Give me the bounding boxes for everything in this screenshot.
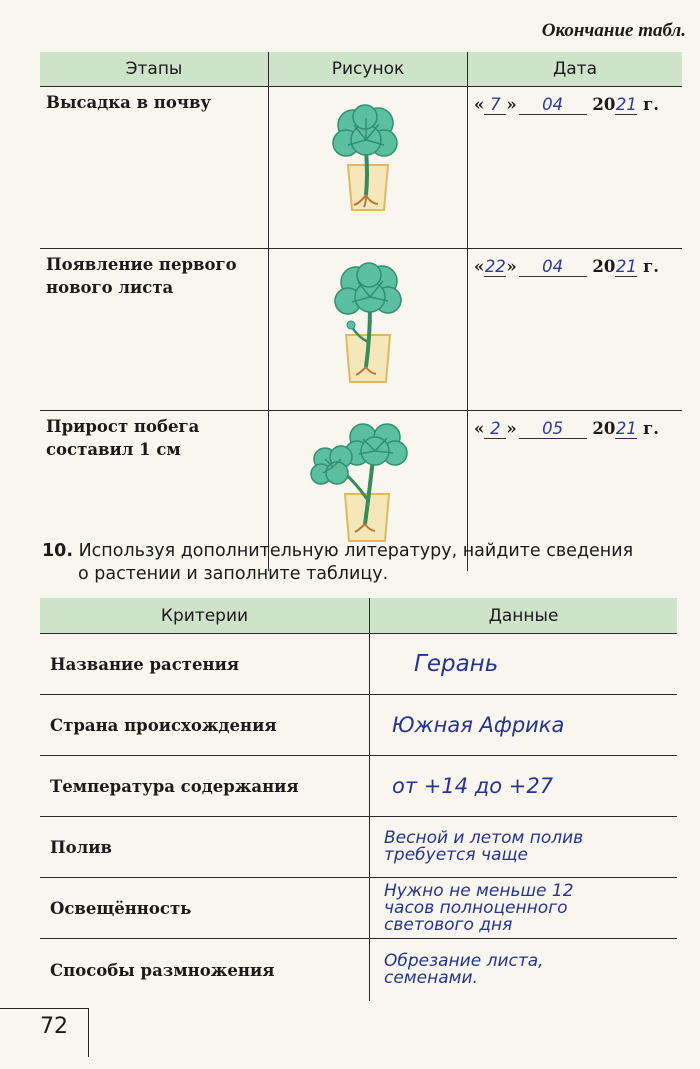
year-unit: г. xyxy=(643,95,659,114)
criterion-cell: Освещённость xyxy=(40,878,370,939)
header-criteria: Критерии xyxy=(40,598,370,634)
header-date: Дата xyxy=(468,52,683,87)
stage-text: Появление первого нового листа xyxy=(46,255,237,297)
table-header-row xyxy=(40,598,677,634)
drawing-cell xyxy=(269,249,468,411)
stage-text: Прирост побега составил 1 см xyxy=(46,417,200,459)
date-month: 05 xyxy=(519,420,587,439)
task-text-line2: о растении и заполните таблицу. xyxy=(78,564,389,584)
plant-drawing-3 xyxy=(303,419,433,549)
value-line: Обрезание листа, xyxy=(384,951,544,971)
criterion-cell: Способы размножения xyxy=(40,939,370,1002)
value-line: часов полноценного xyxy=(384,897,568,918)
table-row xyxy=(40,939,677,1002)
value-line: Южная Африка xyxy=(392,712,565,737)
date-year: 21 xyxy=(615,419,637,438)
table-header-row xyxy=(40,52,682,87)
value-cell xyxy=(370,878,678,939)
drawing-cell xyxy=(269,87,468,249)
task-text-line1: Используя дополнительную литературу, найдите сведения xyxy=(78,541,634,561)
table-row xyxy=(40,695,677,756)
date-year: 21 xyxy=(615,257,637,276)
value-cell xyxy=(370,756,678,817)
value-line: Герань xyxy=(414,650,499,677)
criterion-cell: Страна происхождения xyxy=(40,695,370,756)
table-row xyxy=(40,87,682,249)
value-line: Нужно не меньше 12 xyxy=(384,880,574,901)
header-drawing: Рисунок xyxy=(269,52,468,87)
date-day: 7 xyxy=(484,96,506,115)
date-month: 04 xyxy=(519,96,587,115)
criterion-cell: Полив xyxy=(40,817,370,878)
value-cell xyxy=(370,634,678,695)
task-10 xyxy=(42,540,678,586)
stage-cell xyxy=(40,249,269,411)
value-line: от +14 до +27 xyxy=(392,773,554,798)
stage-cell xyxy=(40,87,269,249)
table-row xyxy=(40,756,677,817)
year-unit: г. xyxy=(643,419,659,438)
table-row xyxy=(40,817,677,878)
header-stages: Этапы xyxy=(40,52,269,87)
table-row xyxy=(40,634,677,695)
year-prefix: 20 xyxy=(592,257,616,276)
year-unit: г. xyxy=(643,257,659,276)
value-line: Весной и летом полив xyxy=(384,828,584,848)
value-line: требуется чаще xyxy=(384,845,528,865)
criterion-cell: Температура содержания xyxy=(40,756,370,817)
stages-table xyxy=(40,52,682,571)
date-day: 22 xyxy=(484,257,506,276)
table-row xyxy=(40,878,677,939)
value-cell xyxy=(370,817,678,878)
plant-info-table xyxy=(40,598,677,1001)
value-line: семенами. xyxy=(384,968,478,988)
criterion-cell: Название растения xyxy=(40,634,370,695)
value-cell xyxy=(370,939,678,1002)
date-cell: «22» 04 2021 г. xyxy=(468,249,683,411)
date-year: 21 xyxy=(615,95,637,114)
value-line: светового дня xyxy=(384,914,513,935)
table-row xyxy=(40,249,682,411)
year-prefix: 20 xyxy=(592,95,616,114)
plant-drawing-1 xyxy=(308,95,428,225)
year-prefix: 20 xyxy=(592,419,616,438)
continuation-note: Окончание табл. xyxy=(541,20,686,41)
date-day: 2 xyxy=(484,420,506,439)
stage-text: Высадка в почву xyxy=(46,93,211,112)
value-cell xyxy=(370,695,678,756)
header-data: Данные xyxy=(370,598,678,634)
date-month: 04 xyxy=(519,258,587,277)
plant-drawing-2 xyxy=(308,257,428,392)
page-number: 72 xyxy=(40,1014,68,1039)
date-cell: « 2 » 05 2021 г. xyxy=(468,411,683,572)
date-cell: « 7 » 04 2021 г. xyxy=(468,87,683,249)
task-number: 10. xyxy=(42,541,74,561)
